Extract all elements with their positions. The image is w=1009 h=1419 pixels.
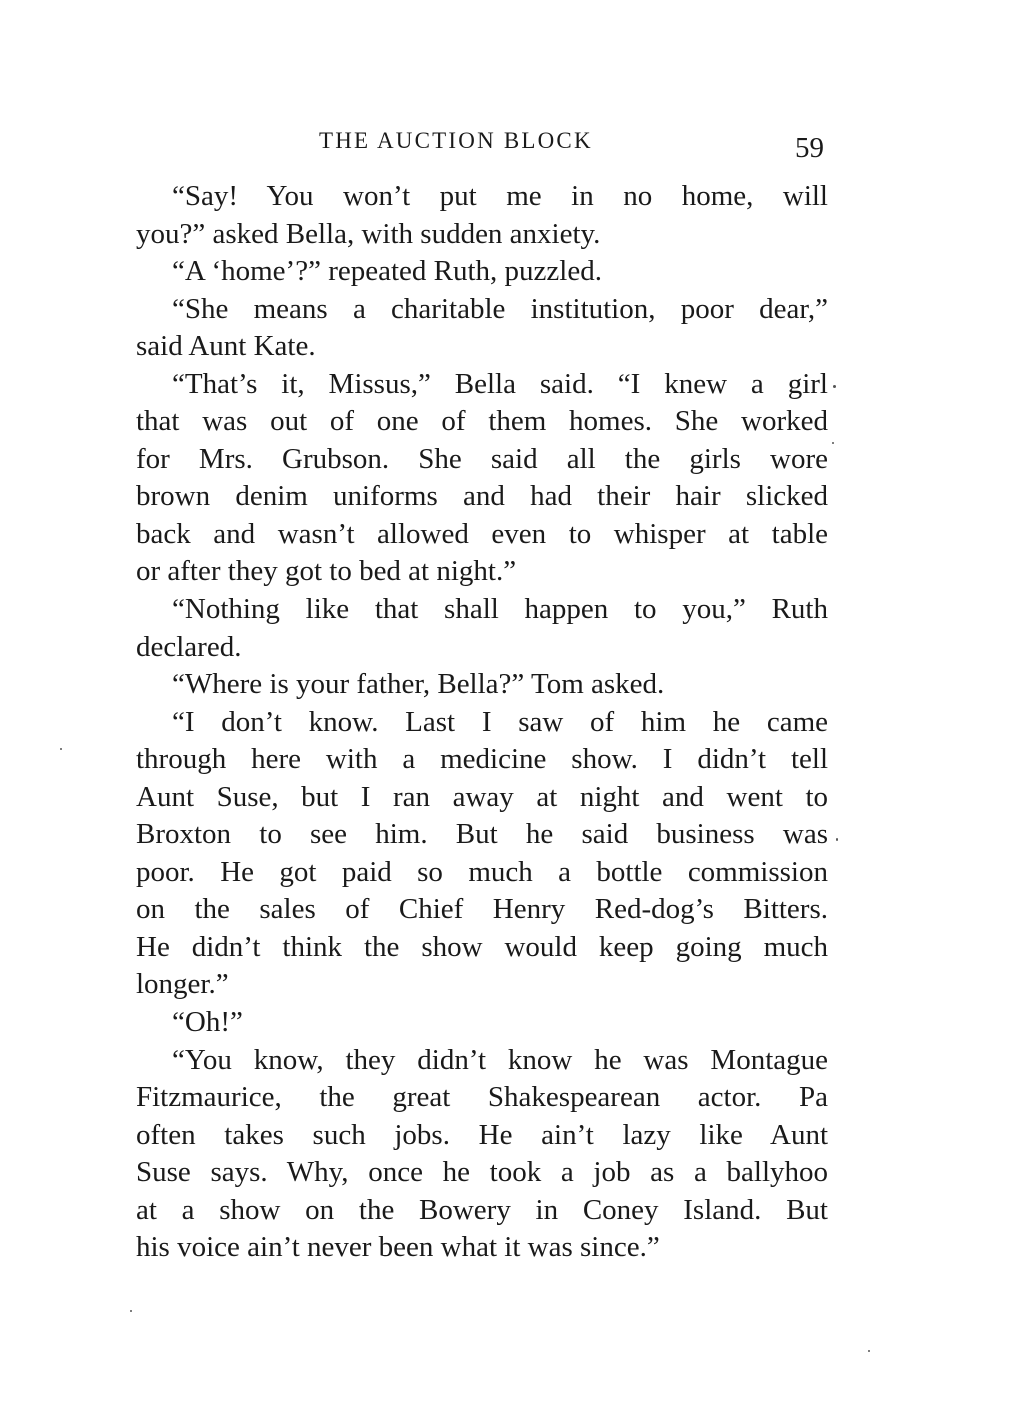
text-line: “That’s it, Missus,” Bella said. “I knew a girl <box>172 367 828 400</box>
text-line: or after they got to bed at night.” <box>136 555 517 588</box>
text-line: said Aunt Kate. <box>136 330 316 363</box>
text-line: at a show on the Bowery in Coney Island. But <box>136 1193 828 1226</box>
text-line: often takes such jobs. He ain’t lazy like Aunt <box>136 1118 828 1151</box>
scan-speck <box>868 1350 870 1352</box>
text-line: declared. <box>136 630 242 663</box>
scan-speck <box>130 1310 132 1312</box>
text-line: poor. He got paid so much a bottle commission <box>136 855 828 888</box>
text-line: “She means a charitable institution, poor dear,” <box>172 292 828 325</box>
text-line: “A ‘home’?” repeated Ruth, puzzled. <box>172 255 602 288</box>
scan-speck <box>836 838 838 841</box>
text-line: He didn’t think the show would keep going much <box>136 930 828 963</box>
text-line: “Nothing like that shall happen to you,” Ruth <box>172 593 828 626</box>
text-line: you?” asked Bella, with sudden anxiety. <box>136 217 601 250</box>
scan-speck <box>60 748 62 750</box>
text-line: Aunt Suse, but I ran away at night and went to <box>136 780 828 813</box>
text-line: brown denim uniforms and had their hair slicked <box>136 480 828 513</box>
scan-speck <box>832 442 834 444</box>
running-head <box>136 124 830 164</box>
text-line: longer.” <box>136 968 229 1001</box>
text-line: “I don’t know. Last I saw of him he came <box>172 705 828 738</box>
scan-speck <box>833 385 836 388</box>
running-title: THE AUCTION BLOCK <box>319 128 593 153</box>
text-line: “You know, they didn’t know he was Montague <box>172 1043 828 1076</box>
page-number: 59 <box>795 132 824 164</box>
text-line: “Say! You won’t put me in no home, will <box>172 180 828 212</box>
text-line: on the sales of Chief Henry Red-dog’s Bitters. <box>136 893 828 926</box>
text-line: “Oh!” <box>172 1006 243 1039</box>
text-line: his voice ain’t never been what it was since.” <box>136 1231 660 1264</box>
text-line: back and wasn’t allowed even to whisper at table <box>136 517 828 550</box>
text-line: Fitzmaurice, the great Shakespearean actor. Pa <box>136 1081 828 1114</box>
text-line: through here with a medicine show. I didn’t tell <box>136 743 828 776</box>
body-text <box>136 178 828 1267</box>
text-line: Suse says. Why, once he took a job as a ballyhoo <box>136 1156 828 1189</box>
text-line: “Where is your father, Bella?” Tom asked. <box>172 668 665 701</box>
text-line: Broxton to see him. But he said business was <box>136 818 828 851</box>
text-line: for Mrs. Grubson. She said all the girls wore <box>136 442 828 475</box>
text-line: that was out of one of them homes. She worked <box>136 405 828 438</box>
